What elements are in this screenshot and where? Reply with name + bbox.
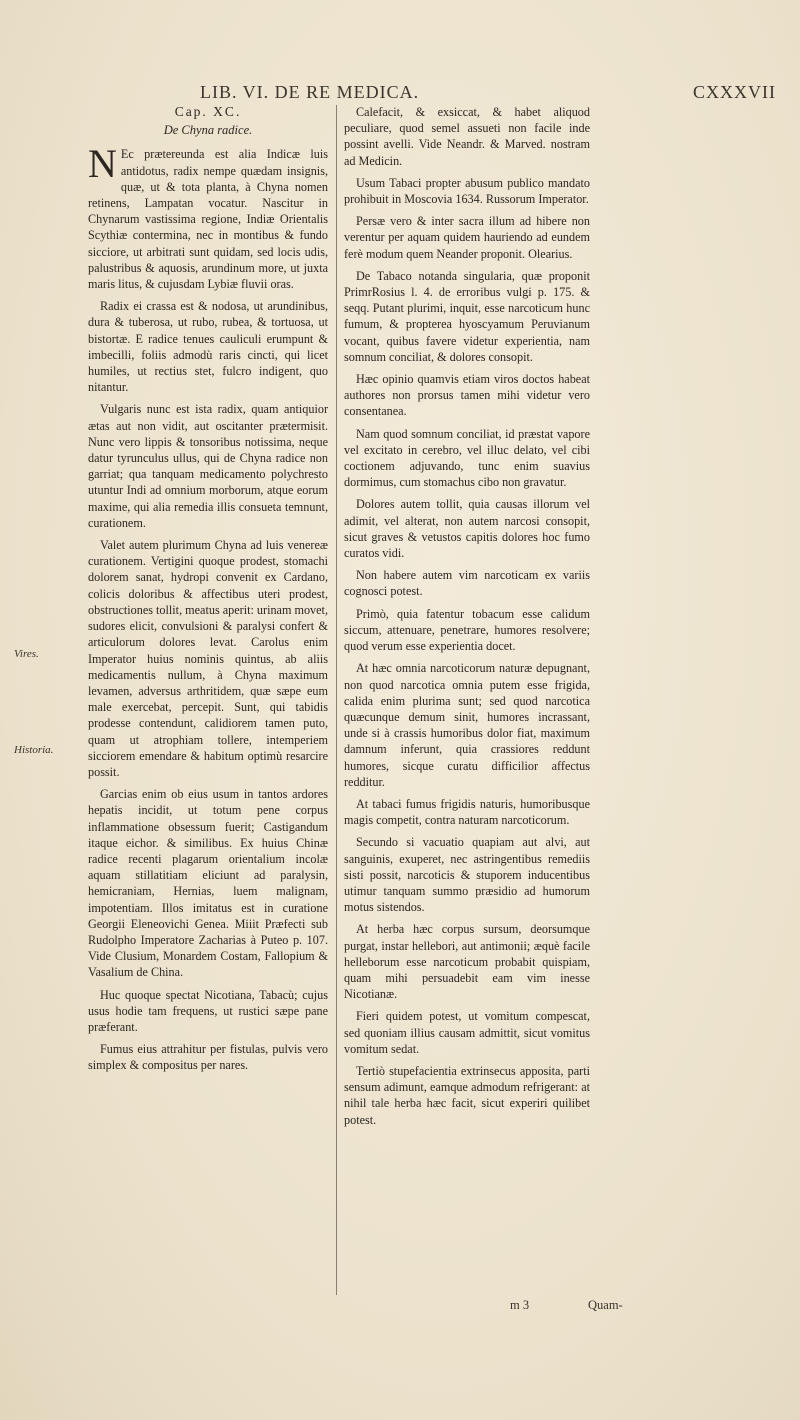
paragraph: Dolores autem tollit, quia causas illorum vel adimit, vel alterat, non autem narcosi consopit, sicut graves & vetustos capitis dolores hoc fumo curatos vidi. xyxy=(344,497,590,561)
margin-note-vires: Vires. xyxy=(14,648,39,660)
paragraph: Usum Tabaci propter abusum publico mandato prohibuit in Moscovia 1634. Russorum Imperator. xyxy=(344,175,590,207)
catchword: Quam- xyxy=(588,1298,623,1312)
paragraph: Persæ vero & inter sacra illum ad hibere non verentur per aquam quidem hauriendo ad eundem ferè modum quem Neander proponit. Olearius. xyxy=(344,214,590,261)
paragraph: Nam quod somnum conciliat, id præstat vapore vel excitato in cerebro, vel illuc delato, vel cibi coctionem adjuvando, tunc enim suavius dormimus, cum stomachus cibo non gravatur. xyxy=(344,426,590,490)
paragraph: At herba hæc corpus sursum, deorsumque purgat, instar hellebori, aut antimonii; æquè facile helleborum esse narcoticum probabit quispiam, quam mihi persuadebit eam vim inesse Nicotianæ. xyxy=(344,922,590,1002)
folio-number: CXXXVII xyxy=(693,82,776,102)
right-column xyxy=(344,104,590,1134)
paragraph: Garcias enim ob eius usum in tantos ardores hepatis incidit, ut totum pene corpus inflammatione obsessum fuerit; Castigandum itaque eichor. & similibus. Ex huius Chinæ radice recenti plagarum orientalium incolæ aquam stillatitiam eliciunt ad paralysin, hemicraniam, Hernias, luem malignam, impotentiam. Illos imitatus est in curatione Georgii Eleneovichi Genea. Miiit Præfecti sub Rudolpho Imperatore Zacharias à Puteo p. 107. Vide Clusium, Monardem Costam, Fallopium & Vasalium de China. xyxy=(88,787,328,980)
paragraph: Fieri quidem potest, ut vomitum compescat, sed quoniam illius causam admittit, sicut vomitus vomitum sedat. xyxy=(344,1009,590,1056)
paragraph: Hæc opinio quamvis etiam viros doctos habeat authores non prorsus tamen mihi videtur vero consentanea. xyxy=(344,372,590,419)
paragraph: Secundo si vacuatio quapiam aut alvi, aut sanguinis, exuperet, nec astringentibus remediis sisti possit, narcoticis & stuporem inducentibus utimur tanquam summo præsidio ad humorum motus sistendos. xyxy=(344,835,590,915)
paragraph-text: Ec prætereunda est alia Indicæ luis antidotus, radix nempe quædam insignis, quæ, ut & tota planta, à Chyna nomen retinens, Lampatan vocatur. Nascitur in Chynarum vastissima regione, Indiæ Orientalis Scythiæ contermina, nec in montibus & fundo sicciore, ut arbitrati sunt quidam, sed locis udis, palustribus & aquosis, arundinum more, ut juxta maris litus, & cujusdam Lybiæ fluvii oras. xyxy=(88,147,328,292)
paragraph: Calefacit, & exsiccat, & habet aliquod peculiare, quod semel assueti non facile inde possint avelli. Vide Neandr. & Marved. nostram ad Medicin. xyxy=(344,105,590,168)
paragraph: Tertiò stupefacientia extrinsecus apposita, parti sensum adimunt, eamque admodum refrigerant: at nihil tale herba hæc facit, sicut experiri quilibet potest. xyxy=(344,1063,590,1127)
paragraph: Primò, quia fatentur tobacum esse calidum siccum, attenuare, penetrare, humores resolvere; quod verum esse experientia docet. xyxy=(344,606,590,654)
paragraph xyxy=(88,141,328,292)
chapter-title: De Chyna radice. xyxy=(163,123,253,138)
paragraph: Valet autem plurimum Chyna ad luis venereæ curationem. Vertigini quoque prodest, stomachi dolorem sanat, hydropi convenit ex Cardano, colicis doloribus & affectibus uteri prodest, obstructiones tollit, meatus aperit: urinam movet, sudores elicit, convulsioni & paralysi confert & articulorum dolores levat. Carolus enim Imperator huius nominis quintus, ab aliis medicamentis nullum, à Chyna maximum levamen, adversus arthritidem, quæ sæpe eum male exercebat, percepit. Sunt, qui tabidis prodesse contendunt, calidiorem tamen puto, quam ut atrophiam tollere, intemperiem sicciorem emendare & habitum optimù resarcire possit. xyxy=(88,538,328,779)
left-column xyxy=(88,104,328,1080)
paragraph: Non habere autem vim narcoticam ex variis cognosci potest. xyxy=(344,568,590,599)
margin-note-historia: Historia. xyxy=(14,744,54,756)
chapter-number: Cap. XC. xyxy=(174,104,242,119)
paragraph: At tabaci fumus frigidis naturis, humoribusque magis competit, contra naturam narcoticorum. xyxy=(344,796,590,828)
running-header xyxy=(200,82,776,106)
paragraph: Huc quoque spectat Nicotiana, Tabacù; cujus usus hodie tam frequens, ut rustici sæpe pane præferant. xyxy=(88,987,328,1034)
paragraph: Fumus eius attrahitur per fistulas, pulvis vero simplex & compositus per nares. xyxy=(88,1042,328,1073)
paragraph: Radix ei crassa est & nodosa, ut arundinibus, dura & tuberosa, ut rubo, rubea, & tortuosa, ut bistortæ. E radice tenues cauliculi erumpunt & imbecilli, foliis admodù raris cincti, qui licet humiles, ut rectius stet, fulcro indigent, quo nitantur. xyxy=(88,299,328,395)
signature-mark: m 3 xyxy=(510,1298,530,1312)
drop-capital: N xyxy=(88,141,117,187)
running-title: LIB. VI. DE RE MEDICA. xyxy=(200,82,420,102)
paragraph: At hæc omnia narcoticorum naturæ depugnant, non quod narcotica omnia putem esse frigida, calida enim plurima sunt; sed quod narcotica quæcunque demum sinit, humores incrassant, unde si à crassis humoribus dolor fiat, maximum damnum inferunt, quia crassiores reddunt humores, sicque curatu difficilior affectus redditur. xyxy=(344,661,590,789)
paragraph: De Tabaco notanda singularia, quæ proponit PrimrRosius l. 4. de erroribus vulgi p. 175. & seqq. Putant plurimi, inquit, esse narcoticum hunc fumum, & propterea hyoscyamum Peruvianum vocant, quibus favere videtur experientia, nam somnum conciliat, & dolores consopit. xyxy=(344,268,590,364)
paragraph: Vulgaris nunc est ista radix, quam antiquior ætas aut non vidit, aut oscitanter prætermisit. Nunc vero lippis & tonsoribus notissima, neque datur tyrunculus ullus, qui de Chyna radice non garriat; qua tanquam medicamento polychresto utuntur Indi ad omnium morborum, atque eorum maxime, qui alia remedia illis consueta temnunt, curationem. xyxy=(88,402,328,530)
column-divider xyxy=(336,105,337,1295)
